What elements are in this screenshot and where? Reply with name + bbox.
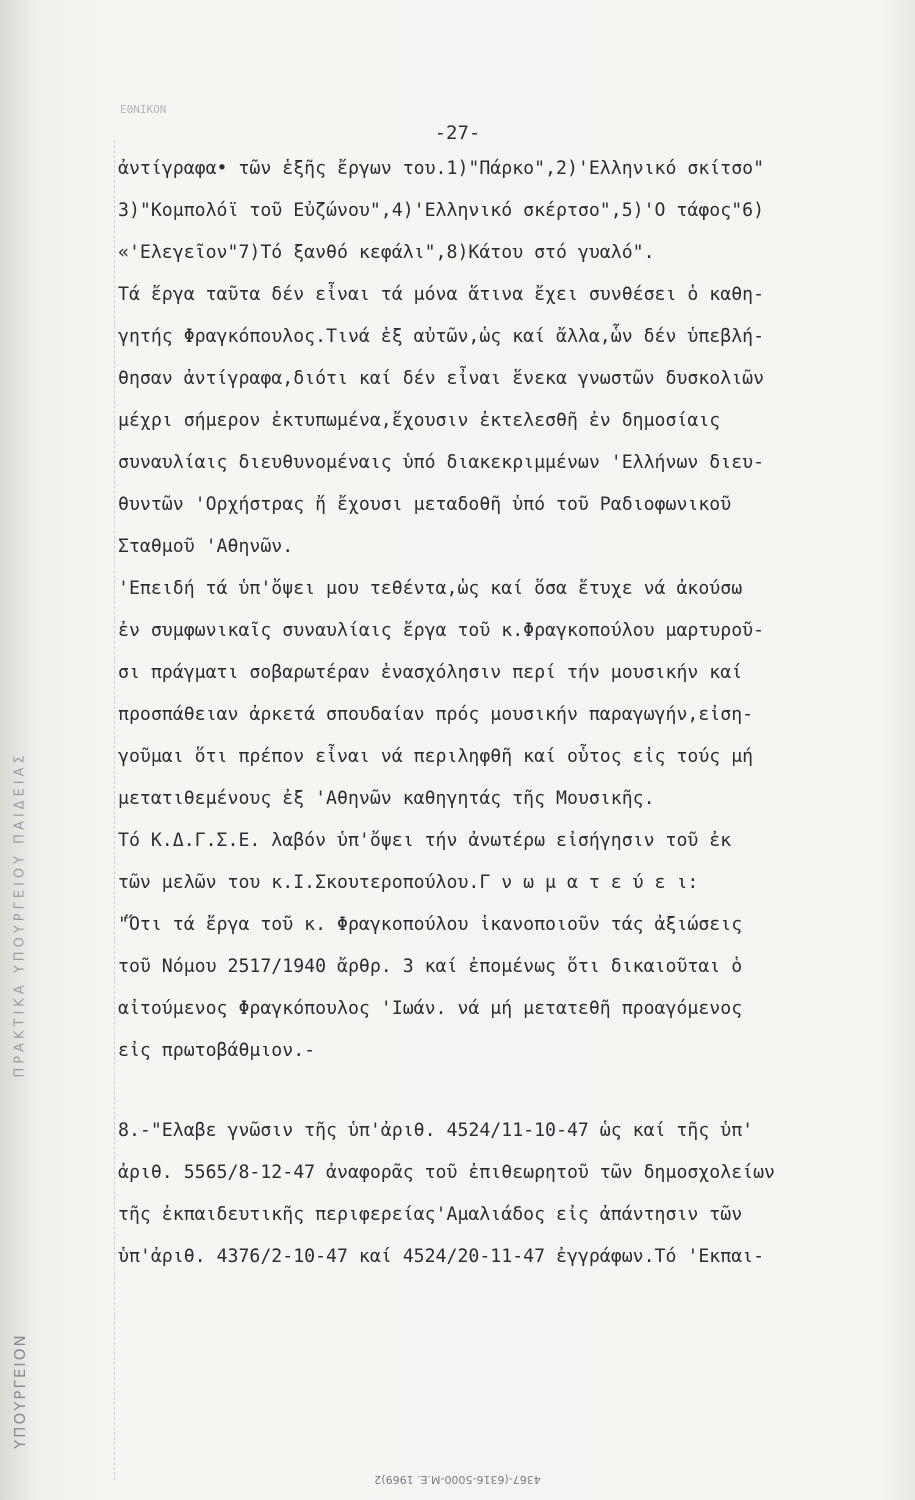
text-line: μετατιθεμένους ἐξ 'Αθηνῶν καθηγητάς τῆς Μουσικῆς. — [118, 788, 655, 809]
text-line: ἀριθ. 5565/8-12-47 ἀναφορᾶς τοῦ ἐπιθεωρητοῦ τῶν δημοσχολείων — [118, 1162, 775, 1183]
text-line: εἰς πρωτοβάθμιον.- — [118, 1040, 316, 1061]
text-line: ἐν συμφωνικαῖς συναυλίαις ἔργα τοῦ κ.Φραγκοπούλου μαρτυροῦ- — [118, 620, 765, 641]
text-line: γητής Φραγκόπουλος.Τινά ἐξ αὐτῶν,ὡς καί ἄλλα,ὧν δέν ὑπεβλή- — [118, 326, 765, 347]
text-line: θυντῶν 'Ορχήστρας ἤ ἔχουσι μεταδοθῆ ὑπό τοῦ Ραδιοφωνικοῦ — [118, 494, 732, 515]
text-line: μέχρι σήμερον ἐκτυπωμένα,ἔχουσιν ἐκτελεσθῆ ἐν δημοσίαις — [118, 410, 721, 431]
text-line: Σταθμοῦ 'Αθηνῶν. — [118, 536, 294, 557]
text-line: ὑπ'ἀριθ. 4376/2-10-47 καί 4524/20-11-47 ἐγγράφων.Τό 'Εκπαι- — [118, 1246, 765, 1267]
typed-body — [118, 148, 908, 1278]
text-line: τῆς ἐκπαιδευτικῆς περιφερείας'Αμαλιάδος εἰς ἀπάντησιν τῶν — [118, 1204, 743, 1225]
text-line: Τό Κ.Δ.Γ.Σ.Ε. λαβόν ὑπ'ὄψει τήν ἀνωτέρω εἰσήγησιν τοῦ ἐκ — [118, 830, 732, 851]
text-line: σι πράγματι σοβαρωτέραν ἐνασχόλησιν περί τήν μουσικήν καί — [118, 662, 743, 683]
text-line: «'Ελεγεῖον"7)Τό ξανθό κεφάλι",8)Κάτου στό γυαλό". — [118, 242, 655, 263]
spine-stamp-text: ΠΡΑΚΤΙΚΑ ΥΠΟΥΡΓΕΙΟΥ ΠΑΙΔΕΙΑΣ — [12, 751, 28, 1078]
text-line: συναυλίαις διευθυνομέναις ὑπό διακεκριμμένων 'Ελλήνων διευ- — [118, 452, 765, 473]
text-line: τῶν μελῶν του κ.Ι.Σκουτεροπούλου.Γ ν ω μ α τ ε ύ ε ι: — [118, 872, 699, 893]
faint-header-mark: ΕΘΝΙΚΟΝ — [120, 103, 167, 116]
text-line: 8.-"Ελαβε γνῶσιν τῆς ὑπ'ἀριθ. 4524/11-10-47 ὡς καί τῆς ὑπ' — [118, 1120, 754, 1141]
text-line: 'Επειδή τά ὑπ'ὄψει μου τεθέντα,ὡς καί ὅσα ἔτυχε νά ἀκούσω — [118, 578, 743, 599]
text-line: ἀντίγραφα• τῶν ἑξῆς ἔργων του.1)"Πάρκο",2)'Ελληνικό σκίτσο" — [118, 158, 765, 179]
text-line: 3)"Κομπολόϊ τοῦ Εὐζώνου",4)'Ελληνικό σκέρτσο",5)'Ο τάφος"6) — [118, 200, 765, 221]
paragraph-gap — [118, 1072, 908, 1110]
text-line: "Ὅτι τά ἔργα τοῦ κ. Φραγκοπούλου ἱκανοποιοῦν τάς ἀξιώσεις — [118, 914, 743, 935]
text-line: γοῦμαι ὅτι πρέπον εἶναι νά περιληφθῆ καί οὗτος εἰς τούς μή — [118, 746, 754, 767]
text-line: αἰτούμενος Φραγκόπουλος 'Ιωάν. νά μή μετατεθῆ προαγόμενος — [118, 998, 743, 1019]
text-line: Τά ἔργα ταῦτα δέν εἶναι τά μόνα ἅτινα ἔχει συνθέσει ὁ καθη- — [118, 284, 765, 305]
page-number: -27- — [434, 122, 481, 144]
text-line: προσπάθειαν ἀρκετά σπουδαίαν πρός μουσικήν παραγωγήν,εἰση- — [118, 704, 754, 725]
margin-rule — [114, 140, 115, 1480]
text-line: θησαν ἀντίγραφα,διότι καί δέν εἶναι ἕνεκα γνωστῶν δυσκολιῶν — [118, 368, 765, 389]
spine-stamp-bottom: ΥΠΟΥΡΓΕΙΟΝ — [11, 1333, 29, 1449]
text-line: τοῦ Νόμου 2517/1940 ἄρθρ. 3 καί ἐπομένως ὅτι δικαιοῦται ὁ — [118, 956, 743, 977]
printer-footer: 4367-(6316-5000-Μ.Ε. 1969)2 — [374, 1473, 541, 1486]
